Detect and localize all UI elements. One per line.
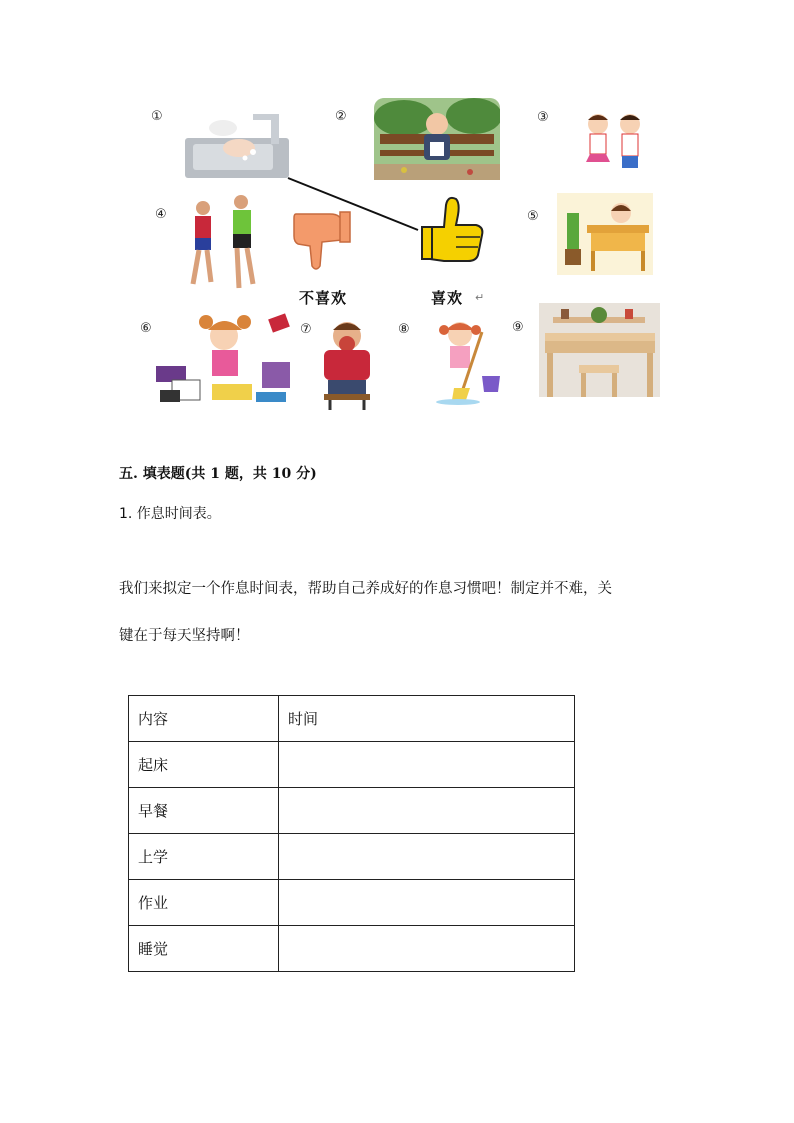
like-label: 喜欢 [431, 289, 464, 307]
girl-sweeping-icon [428, 316, 504, 406]
dislike-label: 不喜欢 [299, 289, 348, 307]
table-header-row [129, 696, 575, 742]
match-line [284, 174, 424, 234]
row-item-label: 作业 [129, 880, 279, 926]
picture-number-8: ⑧ [398, 322, 410, 337]
row-item-label: 上学 [129, 834, 279, 880]
picture-number-9: ⑨ [512, 320, 524, 335]
row-item-label: 起床 [129, 742, 279, 788]
question-title: 1. 作息时间表。 [119, 506, 221, 522]
man-littering-icon [374, 98, 500, 180]
picture-number-4: ④ [155, 207, 167, 222]
section-title: 五. 填表题(共 1 题，共 10 分) [119, 466, 317, 482]
picture-number-7: ⑦ [300, 322, 312, 337]
child-sleeping-icon [557, 193, 653, 275]
table-row [129, 880, 575, 926]
table-row [129, 788, 575, 834]
children-greeting-icon [580, 110, 652, 172]
header-content: 内容 [129, 696, 279, 742]
row-item-label: 早餐 [129, 788, 279, 834]
instruction-line-2: 键在于每天坚持啊！ [119, 628, 250, 644]
time-cell[interactable] [279, 926, 575, 972]
picture-number-3: ③ [537, 110, 549, 125]
hand-washing-icon [183, 108, 293, 186]
header-time: 时间 [279, 696, 575, 742]
picture-number-2: ② [335, 109, 347, 124]
thumbs-up-icon [420, 193, 490, 267]
men-running-icon [183, 192, 263, 296]
tidy-desk-icon [539, 303, 660, 397]
picture-number-6: ⑥ [140, 321, 152, 336]
table-row [129, 926, 575, 972]
paragraph-mark-icon: ↵ [475, 291, 485, 304]
time-cell[interactable] [279, 788, 575, 834]
time-cell[interactable] [279, 834, 575, 880]
time-cell[interactable] [279, 880, 575, 926]
picture-number-1: ① [151, 109, 163, 124]
table-row [129, 742, 575, 788]
schedule-table [128, 695, 575, 972]
time-cell[interactable] [279, 742, 575, 788]
instruction-line-1: 我们来拟定一个作息时间表，帮助自己养成好的作息习惯吧！制定并不难，关 [119, 581, 612, 597]
table-row [129, 834, 575, 880]
boy-eating-icon [318, 318, 376, 410]
picture-number-5: ⑤ [527, 209, 539, 224]
messy-room-icon [152, 310, 300, 406]
row-item-label: 睡觉 [129, 926, 279, 972]
